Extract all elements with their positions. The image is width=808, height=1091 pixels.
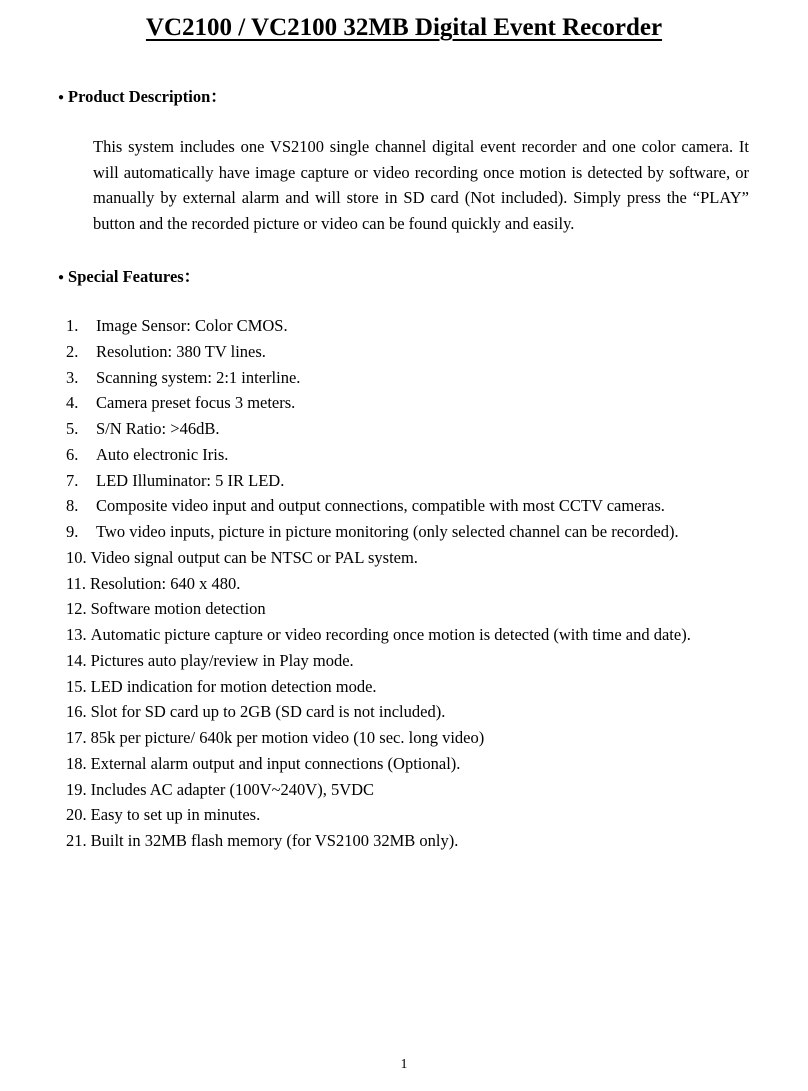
feature-text: LED indication for motion detection mode. <box>90 676 377 696</box>
feature-number: 16. <box>66 702 87 722</box>
feature-item <box>66 545 766 571</box>
feature-number: 1. <box>66 316 79 335</box>
feature-item <box>66 596 766 622</box>
bullet-icon: ● <box>58 272 65 283</box>
feature-text: Automatic picture capture or video recording once motion is detected (with time and date). <box>90 625 691 644</box>
feature-text: Scanning system: 2:1 interline. <box>96 367 301 387</box>
special-features-heading-text: Special Features： <box>68 267 201 286</box>
feature-number: 20. <box>66 805 87 825</box>
feature-number: 17. <box>66 728 87 747</box>
feature-item <box>66 802 766 828</box>
product-description-heading <box>58 83 227 107</box>
feature-number: 3. <box>66 367 79 387</box>
bullet-icon: ● <box>58 92 65 103</box>
feature-number: 19. <box>66 779 87 799</box>
feature-text: Auto electronic Iris. <box>96 444 229 464</box>
feature-number: 5. <box>66 419 79 438</box>
feature-number: 14. <box>66 650 87 670</box>
feature-item <box>66 468 766 494</box>
feature-item <box>66 339 766 365</box>
feature-number: 4. <box>66 393 79 413</box>
feature-text: Built in 32MB flash memory (for VS2100 32MB only). <box>90 831 459 850</box>
feature-text: Software motion detection <box>90 599 266 619</box>
feature-number: 2. <box>66 341 79 361</box>
feature-item <box>66 674 766 700</box>
feature-number: 8. <box>66 496 79 516</box>
feature-text: Pictures auto play/review in Play mode. <box>90 650 354 670</box>
feature-item <box>66 751 766 777</box>
feature-number: 10. <box>66 547 87 567</box>
feature-item <box>66 622 766 648</box>
feature-text: Resolution: 640 x 480. <box>90 573 241 593</box>
feature-text: External alarm output and input connections (Optional). <box>90 753 461 773</box>
feature-text: Easy to set up in minutes. <box>90 805 261 825</box>
feature-text: Image Sensor: Color CMOS. <box>96 316 288 335</box>
feature-item <box>66 416 766 442</box>
feature-text: Resolution: 380 TV lines. <box>96 341 266 361</box>
feature-text: LED Illuminator: 5 IR LED. <box>96 470 285 490</box>
feature-number: 7. <box>66 470 79 490</box>
feature-item <box>66 777 766 803</box>
feature-number: 9. <box>66 522 79 541</box>
feature-item <box>66 725 766 751</box>
feature-text: Two video inputs, picture in picture monitoring (only selected channel can be recorded). <box>96 522 679 541</box>
feature-number: 11. <box>66 573 87 593</box>
feature-item <box>66 313 766 339</box>
feature-item <box>66 365 766 391</box>
feature-text: Composite video input and output connections, compatible with most CCTV cameras. <box>96 496 665 516</box>
feature-number: 15. <box>66 676 87 696</box>
feature-number: 18. <box>66 753 87 773</box>
document-title: VC2100 / VC2100 32MB Digital Event Recorder <box>145 14 663 41</box>
feature-text: 85k per picture/ 640k per motion video (10 sec. long video) <box>90 728 485 747</box>
feature-number: 13. <box>66 625 87 644</box>
product-description-heading-text: Product Description： <box>68 87 227 106</box>
feature-number: 6. <box>66 444 79 464</box>
feature-item <box>66 493 766 519</box>
feature-item <box>66 828 766 854</box>
feature-text: Includes AC adapter (100V~240V), 5VDC <box>90 779 375 799</box>
page-number: 1 <box>400 1057 408 1072</box>
feature-item <box>66 442 766 468</box>
feature-text: Camera preset focus 3 meters. <box>96 393 296 413</box>
feature-item <box>66 571 766 597</box>
feature-text: Slot for SD card up to 2GB (SD card is not included). <box>90 702 446 722</box>
product-description-text: This system includes one VS2100 single channel digital event recorder and one color camera. It will automatically have image capture or video recording once motion is detected by software, or manually by external alarm and will store in SD card (Not included). Simply press the “PLAY” button and the recorded picture or video can be found quickly and easily. <box>93 137 749 234</box>
feature-item <box>66 390 766 416</box>
feature-item <box>66 699 766 725</box>
special-features-heading <box>58 263 200 287</box>
feature-number: 12. <box>66 599 87 619</box>
feature-text: Video signal output can be NTSC or PAL system. <box>90 547 418 567</box>
feature-item <box>66 648 766 674</box>
feature-text: S/N Ratio: >46dB. <box>96 419 220 438</box>
special-features-list <box>66 313 766 854</box>
feature-number: 21. <box>66 831 87 850</box>
feature-item <box>66 519 766 545</box>
